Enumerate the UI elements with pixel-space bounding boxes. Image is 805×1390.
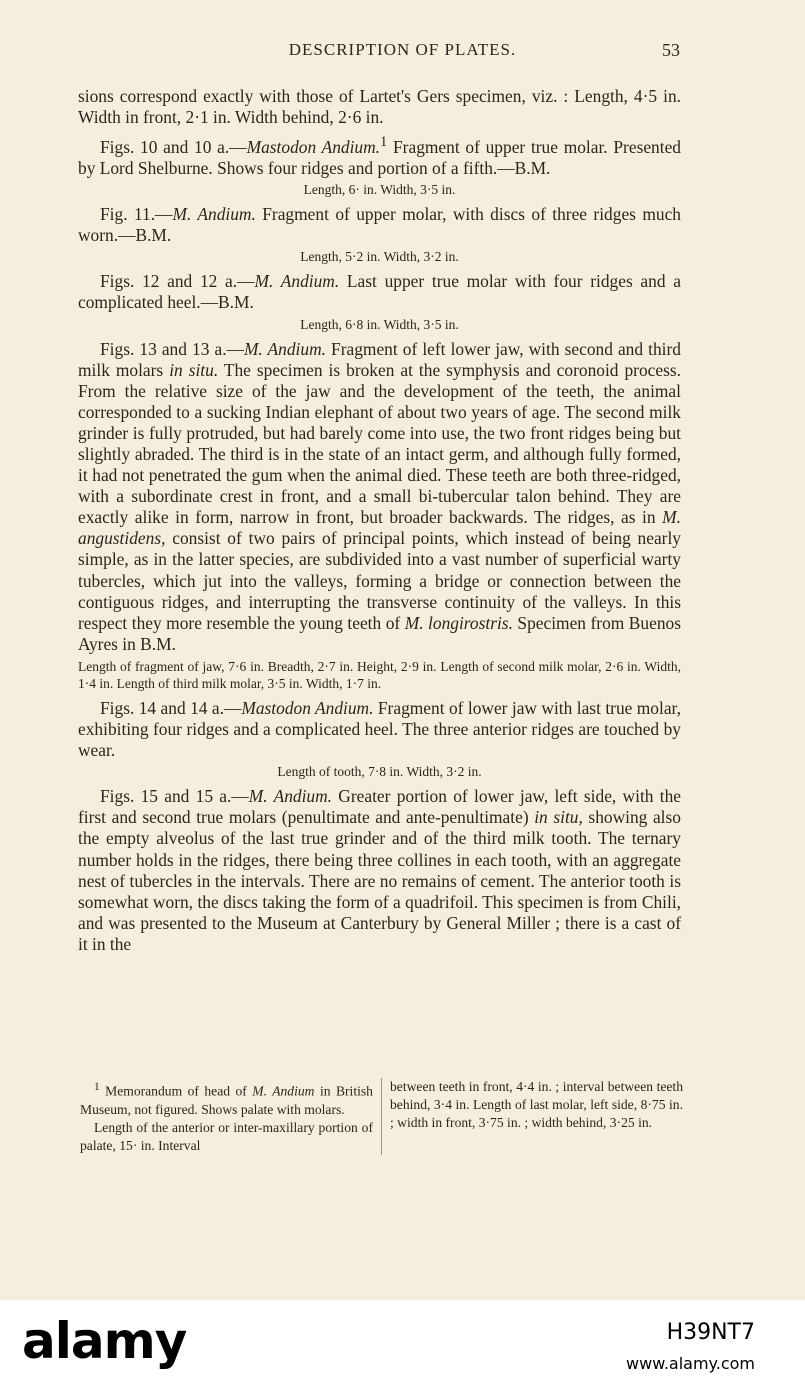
paragraph-figs-10: [78, 132, 681, 179]
species-name: M. Andium: [252, 1083, 315, 1099]
paragraph-text: The specimen is broken at the symphysis and coronoid process. From the relative size of the jaw and the development of the teeth, the animal corresponded to a sucking Indian elephant of about two years of age. The second milk grinder is fully protruded, but had barely come into use, the two front ridges being but slightly abraded. The third is in the state of an intact germ, and although fully formed, it had not penetrated the gum when the animal died. These teeth are both three-ridged, with a subordinate crest in front, and a small bi-tubercular talon behind. They are exactly alike in form, narrow in front, but broader backwards. The ridges, as in: [78, 359, 681, 528]
species-name: M. Andium.: [254, 271, 340, 292]
species-name: M. Andium.: [243, 338, 326, 359]
paragraph-text: Fragment of upper molar, with discs of three ridges much worn.—B.M.: [78, 204, 681, 246]
page-number: 53: [662, 40, 680, 60]
running-title: DESCRIPTION OF PLATES.: [288, 40, 517, 59]
footnote-text: [80, 1078, 373, 1119]
species-name: M. Andium.: [172, 204, 256, 225]
fig-lead: Fig. 11.—: [100, 204, 173, 225]
paragraph-continuation: sions correspond exactly with those of Lartet's Gers specimen, viz. : Length, 4·5 in. Width in front, 2·1 in. Width behind, 2·6 in.: [78, 86, 681, 128]
page-header: [0, 40, 805, 64]
species-name: M. angustidens,: [78, 507, 681, 549]
species-name: Mastodon Andium.: [241, 697, 374, 718]
alamy-logo: alamy: [22, 1312, 187, 1370]
species-name: M. Andium.: [248, 786, 333, 807]
body-text: [78, 86, 681, 955]
fig-lead: Figs. 14 and 14 a.—: [100, 697, 242, 718]
italic-term: in situ.: [169, 359, 219, 380]
paragraph-figs-12: [78, 271, 681, 313]
paragraph-text: Greater portion of lower jaw, left side, with the first and second true molars (penultimate and ante-penultimate): [78, 786, 681, 828]
measurement-line: Length, 6·8 in. Width, 3·5 in.: [300, 316, 459, 332]
paragraph-text: Last upper true molar with four ridges and a complicated heel.—B.M.: [78, 271, 681, 313]
footnote-text: Length of the anterior or inter-maxillary portion of palate, 15· in. Interval: [80, 1119, 373, 1153]
measurement-line: Length of tooth, 7·8 in. Width, 3·2 in.: [277, 764, 482, 780]
paragraph-fig-11: [78, 204, 681, 246]
stock-image-id: H39NT7: [666, 1320, 755, 1345]
italic-term: in situ,: [534, 807, 583, 828]
footnote-text-part: in British Museum, not figured. Shows palate with molars.: [80, 1083, 373, 1117]
paragraph-text: Fragment of lower jaw with last true molar, exhibiting four ridges and a complicated heel. The three anterior ridges are touched by wear.: [78, 697, 681, 761]
paragraph-text: Fragment of left lower jaw, with second and third milk molars: [78, 338, 681, 380]
footnote-text: between teeth in front, 4·4 in. ; interval between teeth behind, 3·4 in. Length of last molar, left side, 8·75 in. ; width in front, 3·75 in. ; width behind, 3·25 in.: [390, 1079, 683, 1130]
fig-lead: Figs. 13 and 13 a.—: [100, 338, 244, 359]
stock-url: www.alamy.com: [626, 1354, 755, 1373]
footnote: [80, 1078, 683, 1155]
paragraph-text: Fragment of upper true molar. Presented by Lord Shelburne. Shows four ridges and portion of a fifth.—B.M.: [78, 136, 681, 179]
footnote-ref: 1: [380, 134, 388, 151]
paragraph-text: Specimen from Buenos Ayres in B.M.: [78, 612, 681, 654]
fig-lead: Figs. 15 and 15 a.—: [100, 786, 249, 807]
footnote-right-column: [382, 1078, 683, 1155]
footnote-left-column: [80, 1078, 382, 1155]
footnote-text-part: Memorandum of head of: [99, 1083, 253, 1099]
fig-lead: Figs. 12 and 12 a.—: [100, 271, 255, 292]
paragraph-figs-15: [78, 786, 681, 955]
paragraph-text: consist of two pairs of principal points, which instead of being nearly simple, as in the latter species, are subdivided into a vast number of superficial warty tubercles, which jut into the valleys, forming a bridge or connection between the contiguous ridges, and interrupting the transverse continuity of the valleys. In this respect they more resemble the young teeth of: [78, 528, 681, 633]
species-name: Mastodon Andium.: [246, 136, 381, 157]
paragraph-text: showing also the empty alveolus of the last true grinder and of the third milk tooth. The ternary number holds in the ridges, there being three collines in each tooth, with an aggregate nest of tubercles in the intervals. There are no remains of cement. The anterior tooth is somewhat worn, the discs taking the form of a quadrifoil. This specimen is from Chili, and was presented to the Museum at Canterbury by General Miller ; there is a cast of it in the: [78, 807, 681, 954]
measurement-block: Length of fragment of jaw, 7·6 in. Breadth, 2·7 in. Height, 2·9 in. Length of second milk molar, 2·6 in. Width, 1·4 in. Length of third milk molar, 3·5 in. Width, 1·7 in.: [78, 658, 681, 691]
species-name: M. longirostris.: [404, 612, 513, 633]
measurement-line: Length, 6· in. Width, 3·5 in.: [303, 182, 456, 198]
paragraph-figs-14: [78, 698, 681, 761]
measurement-line: Length, 5·2 in. Width, 3·2 in.: [300, 249, 459, 265]
fig-lead: Figs. 10 and 10 a.—: [100, 136, 247, 157]
paragraph-figs-13: [78, 339, 681, 655]
footnote-mark: 1: [94, 1081, 100, 1093]
